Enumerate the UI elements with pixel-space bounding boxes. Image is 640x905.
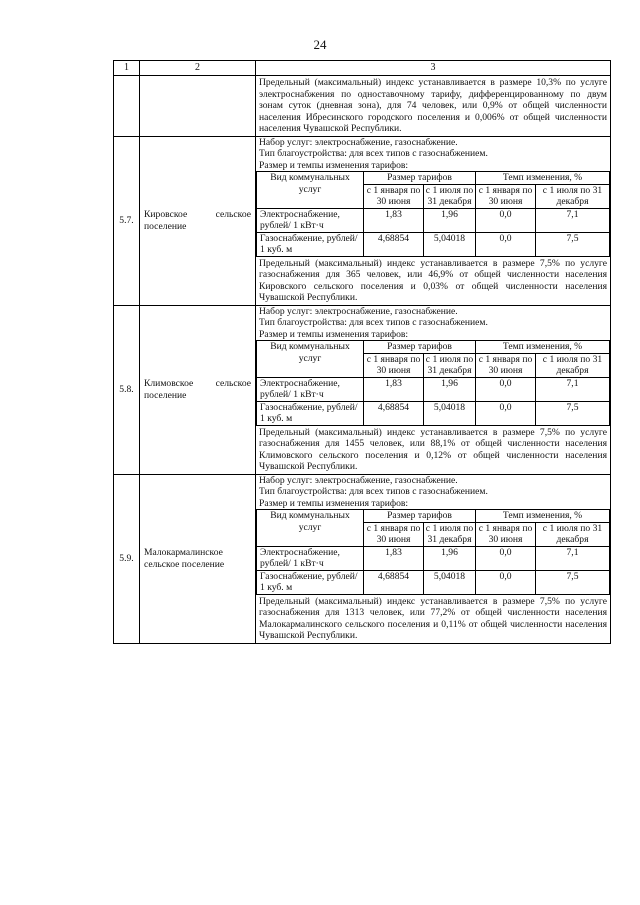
empty-name-cell (140, 76, 256, 137)
col-rate-header: Темп изменения, % (476, 510, 610, 523)
tariff-subtable (256, 509, 610, 595)
col-kind-header: Вид коммунальных услуг (257, 172, 364, 209)
rate-value-h2: 7,1 (536, 546, 610, 570)
settlement-name: Малокармалинское сельское поселение (140, 474, 256, 643)
col-header-2: 2 (140, 61, 256, 76)
tariff-value-h2: 5,04018 (424, 232, 476, 256)
rate-value-h1: 0,0 (476, 401, 536, 425)
tariff-value-h1: 4,68854 (364, 401, 424, 425)
col-size-header: Размер тарифов (364, 172, 476, 185)
settlement-name: Климовское сельское поселение (140, 305, 256, 474)
section-row (114, 474, 611, 643)
tariff-subtable (256, 340, 610, 426)
tariffs-title: Размер и темпы изменения тарифов: (259, 328, 409, 340)
rate-value-h1: 0,0 (476, 546, 536, 570)
tariff-row (257, 208, 610, 232)
section-row (114, 136, 611, 305)
index-paragraph: Предельный (максимальный) индекс устанавливается в размере 7,5% по услуге газоснабжения для 1313 человек, или 77,2% от общей численности населения Малокармалинского сельского поселения и 0,11% от общей численности населения Чувашской Республики. (259, 595, 607, 641)
tariff-subtable (256, 171, 610, 257)
empty-num-cell (114, 76, 140, 137)
tariff-table (113, 60, 611, 644)
tariff-value-h1: 4,68854 (364, 232, 424, 256)
services-line: Набор услуг: электроснабжение, газоснабжение. (259, 305, 458, 317)
rate-value-h1: 0,0 (476, 377, 536, 401)
period-header: с 1 января по 30 июня (476, 184, 536, 208)
service-name: Электроснабжение, рублей/ 1 кВт·ч (257, 546, 364, 570)
tariff-value-h1: 4,68854 (364, 570, 424, 594)
continuation-cell (256, 76, 611, 137)
col-size-header: Размер тарифов (364, 341, 476, 354)
tariff-value-h1: 1,83 (364, 208, 424, 232)
rate-value-h1: 0,0 (476, 570, 536, 594)
col-rate-header: Темп изменения, % (476, 172, 610, 185)
rate-value-h2: 7,5 (536, 232, 610, 256)
improvement-line: Тип благоустройства: для всех типов с газоснабжением. (259, 148, 488, 159)
col-rate-header: Темп изменения, % (476, 341, 610, 354)
col-header-3: 3 (256, 61, 611, 76)
continuation-paragraph: Предельный (максимальный) индекс устанавливается в размере 10,3% по услуге электроснабжения по одноставочному тарифу, дифференцированному по двум зонам суток (дневная зона), для 74 человек, или 0,9% от общей численности населения Ибресинского городского поселения и 0,006% от общей численности населения Чувашской Республики. (259, 77, 607, 134)
rate-value-h2: 7,1 (536, 208, 610, 232)
period-header: с 1 января по 30 июня (364, 353, 424, 377)
tariff-row (257, 232, 610, 256)
tariff-value-h2: 1,96 (424, 546, 476, 570)
section-number: 5.7. (114, 136, 140, 305)
tariff-row (257, 546, 610, 570)
service-name: Газоснабжение, рублей/ 1 куб. м (257, 570, 364, 594)
period-header: с 1 января по 30 июня (364, 522, 424, 546)
column-header-row (114, 61, 611, 76)
service-name: Газоснабжение, рублей/ 1 куб. м (257, 232, 364, 256)
period-header: с 1 июля по 31 декабря (424, 353, 476, 377)
period-header: с 1 июля по 31 декабря (424, 184, 476, 208)
period-header: с 1 июля по 31 декабря (536, 522, 610, 546)
section-row (114, 305, 611, 474)
subtable-header-row (257, 341, 610, 354)
tariffs-title: Размер и темпы изменения тарифов: (259, 159, 409, 171)
page-number: 24 (313, 37, 327, 52)
improvement-line: Тип благоустройства: для всех типов с газоснабжением. (259, 486, 488, 497)
section-content (256, 474, 611, 643)
period-header: с 1 июля по 31 декабря (424, 522, 476, 546)
continuation-row (114, 76, 611, 137)
tariff-row (257, 401, 610, 425)
section-content (256, 305, 611, 474)
tariff-value-h2: 1,96 (424, 377, 476, 401)
tariff-value-h2: 5,04018 (424, 570, 476, 594)
section-number: 5.8. (114, 305, 140, 474)
period-header: с 1 января по 30 июня (476, 353, 536, 377)
index-paragraph: Предельный (максимальный) индекс устанавливается в размере 7,5% по услуге газоснабжения для 1455 человек, или 88,1% от общей численности населения Климовского сельского поселения и 0,12% от общей численности населения Чувашской Республики. (259, 426, 607, 472)
tariff-value-h1: 1,83 (364, 377, 424, 401)
section-number: 5.9. (114, 474, 140, 643)
rate-value-h2: 7,1 (536, 377, 610, 401)
col-kind-header: Вид коммунальных услуг (257, 341, 364, 378)
period-header: с 1 июля по 31 декабря (536, 184, 610, 208)
period-header: с 1 июля по 31 декабря (536, 353, 610, 377)
rate-value-h1: 0,0 (476, 208, 536, 232)
col-kind-header: Вид коммунальных услуг (257, 510, 364, 547)
period-header: с 1 января по 30 июня (476, 522, 536, 546)
index-paragraph: Предельный (максимальный) индекс устанавливается в размере 7,5% по услуге газоснабжения для 365 человек, или 46,9% от общей численности населения Кировского сельского поселения и 0,03% от общей численности населения Чувашской Республики. (259, 257, 607, 303)
subtable-header-row (257, 172, 610, 185)
rate-value-h2: 7,5 (536, 570, 610, 594)
rate-value-h2: 7,5 (536, 401, 610, 425)
subtable-header-row (257, 510, 610, 523)
services-line: Набор услуг: электроснабжение, газоснабжение. (259, 474, 458, 486)
col-header-1: 1 (114, 61, 140, 76)
tariffs-title: Размер и темпы изменения тарифов: (259, 497, 409, 509)
service-name: Газоснабжение, рублей/ 1 куб. м (257, 401, 364, 425)
period-header: с 1 января по 30 июня (364, 184, 424, 208)
section-content (256, 136, 611, 305)
improvement-line: Тип благоустройства: для всех типов с газоснабжением. (259, 317, 488, 328)
col-size-header: Размер тарифов (364, 510, 476, 523)
services-line: Набор услуг: электроснабжение, газоснабжение. (259, 136, 458, 148)
tariff-value-h2: 1,96 (424, 208, 476, 232)
settlement-name: Кировское сельское поселение (140, 136, 256, 305)
tariff-value-h1: 1,83 (364, 546, 424, 570)
tariff-row (257, 377, 610, 401)
tariff-row (257, 570, 610, 594)
service-name: Электроснабжение, рублей/ 1 кВт·ч (257, 377, 364, 401)
tariff-value-h2: 5,04018 (424, 401, 476, 425)
rate-value-h1: 0,0 (476, 232, 536, 256)
service-name: Электроснабжение, рублей/ 1 кВт·ч (257, 208, 364, 232)
